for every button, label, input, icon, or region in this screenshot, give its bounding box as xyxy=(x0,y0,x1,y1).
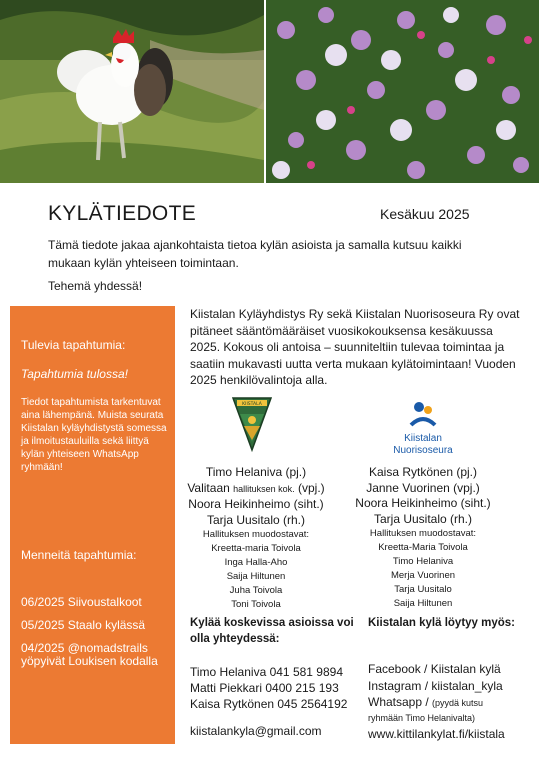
online-links xyxy=(368,661,505,742)
board-heading: Hallituksen muodostavat: xyxy=(202,529,310,540)
slogan: Tehemä yhdessä! xyxy=(48,279,143,293)
board-member: Juha Toivola xyxy=(229,585,283,596)
treasurer: Tarja Uusitalo (rh.) xyxy=(206,512,306,527)
secretary: Noora Heikinheimo (siht.) xyxy=(355,496,491,510)
past-event-item: 06/2025 Siivoustalkoot xyxy=(21,595,142,609)
nuorisoseura-emblem xyxy=(408,401,438,427)
contact-person: Kaisa Rytkönen 045 2564192 xyxy=(190,697,348,711)
whatsapp-link[interactable]: Whatsapp / (pyydä kutsu xyxy=(368,695,484,709)
past-event-item: 04/2025 @nomadstrails yöpyivät Loukisen kodalla xyxy=(21,641,158,668)
kylayhdistys-members xyxy=(180,465,332,612)
vice-chair: Janne Vuorinen (vpj.) xyxy=(366,480,480,495)
kylayhdistys-logo xyxy=(232,396,272,457)
contact-list xyxy=(190,664,347,712)
contact-email[interactable]: kiistalankyla@gmail.com xyxy=(190,724,322,738)
board-member: Toni Toivola xyxy=(231,599,281,610)
board-member: Merja Vuorinen xyxy=(390,570,456,581)
secretary: Noora Heikinheimo (siht.) xyxy=(188,497,324,511)
chair: Kaisa Rytkönen (pj.) xyxy=(368,465,478,479)
board-member: Kreetta-Maria Toivola xyxy=(378,542,468,553)
nuorisoseura-logo-line1: Kiistalan xyxy=(404,433,442,444)
board-member: Inga Halla-Aho xyxy=(224,557,288,568)
board-member: Tarja Uusitalo xyxy=(394,584,452,595)
past-event-item: 05/2025 Staalo kylässä xyxy=(21,618,146,632)
upcoming-heading: Tulevia tapahtumia: xyxy=(21,338,126,352)
meeting-paragraph: Kiistalan Kyläyhdistys Ry sekä Kiistalan Nuorisoseura Ry ovat pitäneet sääntömääräiset vuosikokouksensa kesäkuussa 2025. Kokous oli antoisa – suunniteltiin tulevaa toimintaa ja saatiin mukavasti uutta verta mukaan kylätoimintaan! Vuoden 2025 henkilövalintoja alla. xyxy=(190,307,520,387)
contact-heading: Kylää koskevissa asioissa voi olla yhteydessä: xyxy=(190,617,354,645)
board-member: Saija Hiltunen xyxy=(226,571,286,582)
treasurer: Tarja Uusitalo (rh.) xyxy=(373,511,473,526)
board-member: Kreetta-maria Toivola xyxy=(211,543,301,554)
kylayhdistys-logo-label: KIISTALA xyxy=(242,402,262,407)
chair: Timo Helaniva (pj.) xyxy=(205,465,307,479)
whatsapp-note: ryhmään Timo Helanivalta) xyxy=(368,712,476,723)
past-heading: Menneitä tapahtumia: xyxy=(21,548,137,562)
upcoming-note: Tiedot tapahtumista tarkentuvat aina lähempänä. Muista seurata Kiistalan kyläyhdistystä somessa ja ilmoitustauluilla sekä liittyä kylän yhteiseen WhatsApp ryhmään! xyxy=(21,397,167,473)
facebook-link[interactable]: Facebook / Kiistalan kylä xyxy=(368,662,501,676)
issue-date: Kesäkuu 2025 xyxy=(380,206,470,222)
upcoming-status: Tapahtumia tulossa! xyxy=(21,367,128,381)
nuorisoseura-logo-line2: Nuorisoseura xyxy=(393,445,453,456)
page-title: KYLÄTIEDOTE xyxy=(48,202,197,225)
board-member: Timo Helaniva xyxy=(392,556,454,567)
vice-chair: Valitaan hallituksen kok. (vpj.) xyxy=(187,480,325,495)
nuorisoseura-members xyxy=(348,465,498,611)
online-heading: Kiistalan kylä löytyy myös: xyxy=(368,617,516,629)
flowers-photo xyxy=(266,0,539,183)
board-member: Saija Hiltunen xyxy=(393,598,453,609)
rooster-photo xyxy=(0,0,264,183)
contact-person: Matti Piekkari 0400 215 193 xyxy=(190,681,339,695)
website-link[interactable]: www.kittilankylat.fi/kiistala xyxy=(368,726,505,741)
board-heading: Hallituksen muodostavat: xyxy=(369,528,477,539)
contact-person: Timo Helaniva 041 581 9894 xyxy=(190,665,343,679)
instagram-link[interactable]: Instagram / kiistalan_kyla xyxy=(368,678,503,693)
nuorisoseura-logo xyxy=(388,401,458,456)
header-photos xyxy=(0,0,539,183)
events-sidebar xyxy=(10,306,175,744)
intro-text: Tämä tiedote jakaa ajankohtaista tietoa kylän asioista ja samalla kutsuu kaikki mukaan kylän yhteiseen toimintaan. xyxy=(48,238,462,270)
